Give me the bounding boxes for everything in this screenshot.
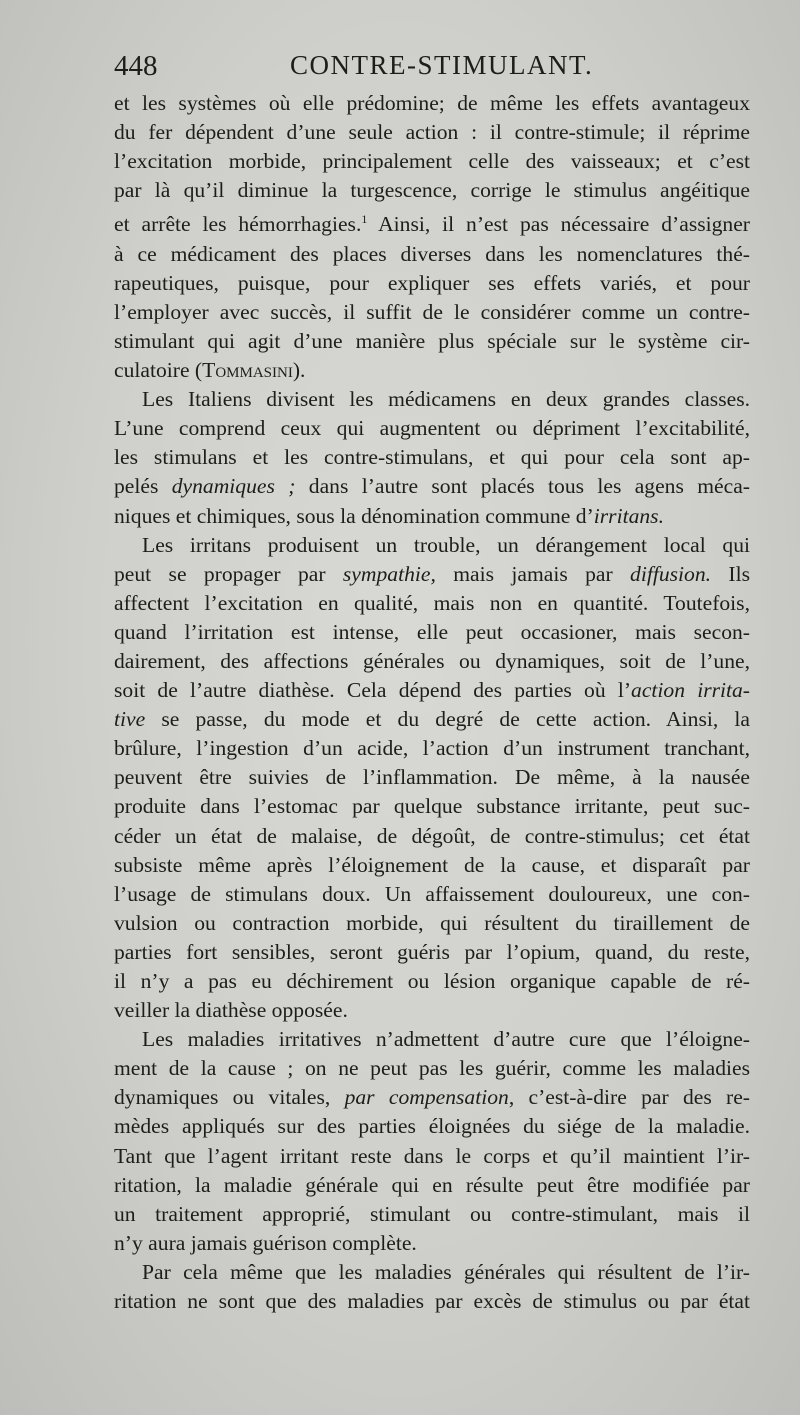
paragraph-5 [114,1258,750,1316]
author-name: Tommasini [202,358,293,383]
text-line: rapeutiques, puisque, pour expliquer ses effets variés, et pour [114,270,750,295]
text-line: produite dans l’estomac par quelque substance irritante, peut suc- [114,794,750,819]
text-line: brûlure, l’ingestion d’un acide, l’action d’un instrument tranchant, [114,736,750,761]
body-text [114,89,750,1316]
text-line [114,676,750,705]
text-line [114,560,750,589]
text-line: quand l’irritation est intense, elle peut occasioner, mais secon- [114,619,750,644]
text-line: affectent l’excitation en qualité, mais non en quantité. Toutefois, [114,590,750,615]
text-line: un traitement approprié, stimulant ou contre-stimulant, mais il [114,1201,750,1226]
text-line [114,472,750,501]
text-line: ritation ne sont que des maladies par excès de stimulus ou par état [114,1289,750,1314]
italic-term: par compensation [344,1085,509,1110]
italic-term: tive [114,707,146,732]
text-line: il n’y a pas eu déchirement ou lésion organique capable de ré- [114,969,750,993]
text-line: veiller la diathèse opposée. [114,998,348,1023]
text-fragment: pelés [114,474,172,499]
text-line: n’y aura jamais guérison complète. [114,1230,417,1255]
text-line: Les Italiens divisent les médicamens en deux grandes classes. [142,387,750,412]
text-line: l’usage de stimulans doux. Un affaissement douloureux, une con- [114,881,750,906]
text-line: et les systèmes où elle prédomine; de même les effets avantageux [114,91,750,115]
text-line: parties fort sensibles, seront guéris par l’opium, quand, du reste, [114,939,750,964]
text-line: à ce médicament des places diverses dans les nomenclatures thé- [114,241,750,266]
text-line: stimulant qui agit d’une manière plus spéciale sur le système cir- [114,328,750,353]
text-line: les stimulans et les contre-stimulans, et qui pour cela sont ap- [114,445,750,470]
text-line [114,1083,750,1112]
text-fragment: dynamiques ou vitales, [114,1085,345,1110]
text-line: ment de la cause ; on ne peut pas les guérir, comme les maladies [114,1056,750,1081]
text-line: céder un état de malaise, de dégoût, de contre-stimulus; cet état [114,823,750,848]
text-line: subsiste même après l’éloignement de la cause, et disparaît par [114,852,750,877]
paragraph-3 [114,531,750,1026]
text-line [114,705,750,734]
text-line: vulsion ou contraction morbide, qui résultent du tiraillement de [114,910,750,935]
text-line: Les irritans produisent un trouble, un dérangement local qui [142,532,750,557]
text-line: du fer dépendent d’une seule action : il contre-stimule; il réprime [114,120,750,145]
page-header [114,50,740,90]
text-line: Les maladies irritatives n’admettent d’autre cure que l’éloigne- [142,1027,750,1052]
text-line: ritation, la maladie générale qui en résulte peut être modifiée par [114,1172,750,1197]
text-fragment: , c’est-à-dire par des re- [508,1085,750,1110]
text-fragment: dans l’autre sont placés tous les agens méca- [295,474,750,499]
paragraph-4 [114,1025,750,1258]
text-fragment: et arrête les hémorrhagies. [114,212,362,237]
text-fragment: niques et chimiques, sous la dénomination commune d’ [114,503,594,528]
paragraph-2 [114,385,750,530]
text-fragment: se passe, du mode et du degré de cette action. Ainsi, la [161,707,750,732]
text-line: dairement, des affections générales ou dynamiques, soit de l’une, [114,648,750,673]
text-line [114,356,750,385]
text-line: peuvent être suivies de l’inflammation. De même, à la nausée [114,765,750,790]
paragraph-1 [114,89,750,385]
italic-term: sympathie, [342,561,436,586]
text-fragment: ). [292,358,306,383]
text-fragment: Ainsi, il n’est pas nécessaire d’assigner [378,212,750,237]
text-line [114,205,750,239]
text-line: mèdes appliqués sur des parties éloignées du siége de la maladie. [114,1114,750,1139]
italic-term: diffusion. [630,561,712,586]
page-number: 448 [114,50,158,82]
footnote-mark: 1 [361,212,368,227]
text-fragment: mais jamais par [435,561,631,586]
italic-term: irritans. [593,503,664,528]
text-line: Par cela même que les maladies générales qui résultent de l’ir- [142,1259,750,1284]
text-fragment: culatoire ( [114,358,203,383]
text-line: l’employer avec succès, il suffit de le considérer comme un contre- [114,299,750,324]
running-head: CONTRE-STIMULANT. [290,50,594,80]
italic-term: dynamiques ; [171,474,296,499]
text-line [114,502,750,531]
text-fragment: soit de l’autre diathèse. Cela dépend des parties où l’ [114,678,632,703]
text-line: par là qu’il diminue la turgescence, corrige le stimulus angéitique [114,178,750,203]
text-line: Tant que l’agent irritant reste dans le corps et qu’il maintient l’ir- [114,1143,750,1168]
text-fragment: Ils [711,561,750,586]
text-fragment: peut se propager par [114,561,343,586]
text-line: L’une comprend ceux qui augmentent ou dépriment l’excitabilité, [114,416,750,441]
text-line: l’excitation morbide, principalement celle des vaisseaux; et c’est [114,149,750,174]
italic-term: action irrita- [631,678,750,703]
